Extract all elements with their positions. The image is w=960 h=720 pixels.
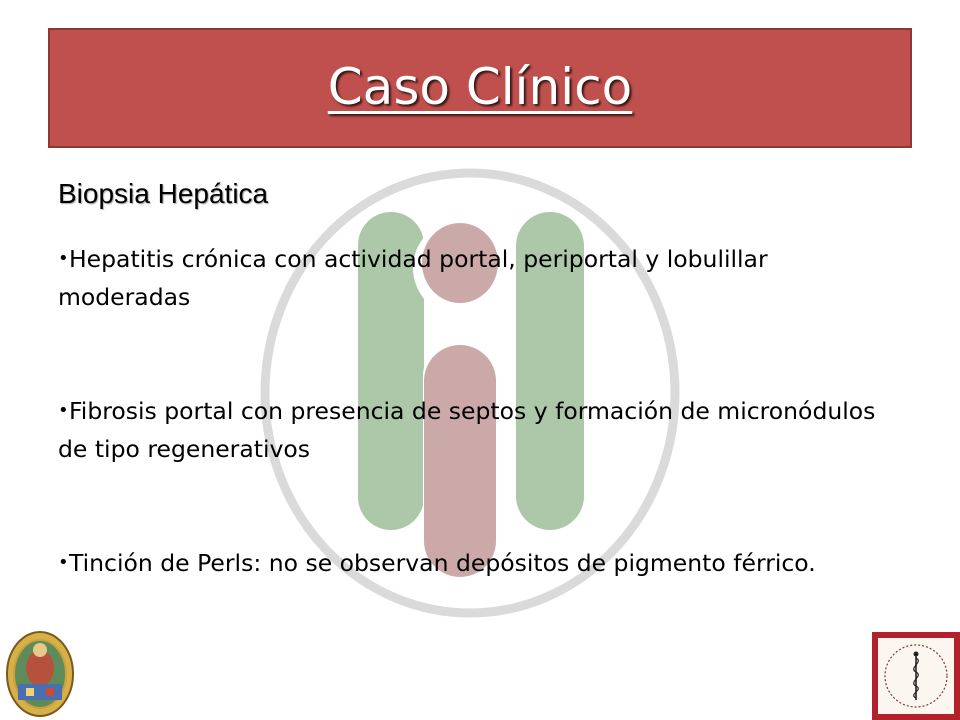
bullet-item	[58, 240, 878, 316]
title-banner	[48, 28, 912, 148]
caduceus-icon	[878, 638, 954, 714]
bullet-dot: •	[58, 400, 69, 421]
university-seal-logo	[4, 628, 76, 720]
bullet-text: Tinción de Perls: no se observan depósitos de pigmento férrico.	[69, 549, 816, 577]
vita-brevis-emblem	[872, 632, 960, 720]
bullet-dot: •	[58, 248, 69, 269]
bullet-text: Fibrosis portal con presencia de septos y formación de micronódulos de tipo regenerativos	[58, 397, 876, 463]
bullet-item	[58, 392, 878, 468]
slide-title: Caso Clínico	[327, 58, 633, 116]
slide-subtitle: Biopsia Hepática	[58, 178, 269, 209]
bullet-item	[58, 544, 878, 582]
emblem-inner	[878, 638, 954, 714]
bullet-text: Hepatitis crónica con actividad portal, periportal y lobulillar moderadas	[58, 245, 768, 311]
bullet-dot: •	[58, 552, 69, 573]
bullet-list	[58, 240, 878, 658]
